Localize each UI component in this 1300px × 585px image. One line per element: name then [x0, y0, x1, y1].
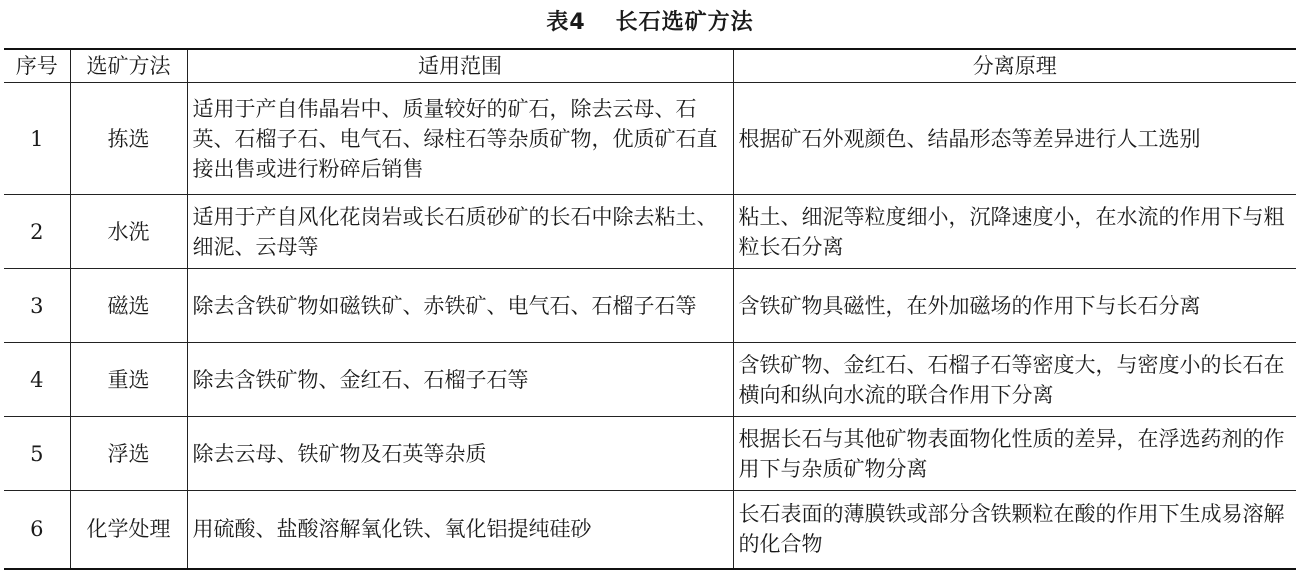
row-no: 1 — [4, 83, 70, 195]
row-no: 4 — [4, 343, 70, 417]
row-scope: 除去含铁矿物如磁铁矿、赤铁矿、电气石、石榴子石等 — [187, 269, 733, 343]
header-row — [4, 49, 1296, 83]
header-scope: 适用范围 — [187, 49, 733, 83]
row-method: 拣选 — [70, 83, 187, 195]
row-no: 2 — [4, 195, 70, 269]
row-scope: 适用于产自伟晶岩中、质量较好的矿石，除去云母、石英、石榴子石、电气石、绿柱石等杂质矿物，优质矿石直接出售或进行粉碎后销售 — [187, 83, 733, 195]
table-row — [4, 343, 1296, 417]
row-principle: 粘土、细泥等粒度细小，沉降速度小，在水流的作用下与粗粒长石分离 — [733, 195, 1296, 269]
header-principle: 分离原理 — [733, 49, 1296, 83]
table-row — [4, 491, 1296, 569]
table-row — [4, 83, 1296, 195]
row-scope: 适用于产自风化花岗岩或长石质砂矿的长石中除去粘土、细泥、云母等 — [187, 195, 733, 269]
table-title: 长石选矿方法 — [615, 10, 754, 35]
row-method: 磁选 — [70, 269, 187, 343]
header-method: 选矿方法 — [70, 49, 187, 83]
row-principle: 根据长石与其他矿物表面物化性质的差异，在浮选药剂的作用下与杂质矿物分离 — [733, 417, 1296, 491]
row-no: 3 — [4, 269, 70, 343]
row-method: 浮选 — [70, 417, 187, 491]
row-scope: 除去含铁矿物、金红石、石榴子石等 — [187, 343, 733, 417]
row-no: 6 — [4, 491, 70, 569]
table-caption — [0, 0, 1300, 46]
row-method: 重选 — [70, 343, 187, 417]
row-scope: 除去云母、铁矿物及石英等杂质 — [187, 417, 733, 491]
table-row — [4, 195, 1296, 269]
table-row — [4, 417, 1296, 491]
feldspar-beneficiation-table — [4, 48, 1296, 570]
row-scope: 用硫酸、盐酸溶解氧化铁、氧化铝提纯硅砂 — [187, 491, 733, 569]
header-no: 序号 — [4, 49, 70, 83]
row-principle: 长石表面的薄膜铁或部分含铁颗粒在酸的作用下生成易溶解的化合物 — [733, 491, 1296, 569]
row-no: 5 — [4, 417, 70, 491]
table-row — [4, 269, 1296, 343]
table-number: 表4 — [546, 10, 586, 35]
row-principle: 含铁矿物、金红石、石榴子石等密度大，与密度小的长石在横向和纵向水流的联合作用下分离 — [733, 343, 1296, 417]
row-principle: 根据矿石外观颜色、结晶形态等差异进行人工选别 — [733, 83, 1296, 195]
row-principle: 含铁矿物具磁性，在外加磁场的作用下与长石分离 — [733, 269, 1296, 343]
row-method: 化学处理 — [70, 491, 187, 569]
row-method: 水洗 — [70, 195, 187, 269]
